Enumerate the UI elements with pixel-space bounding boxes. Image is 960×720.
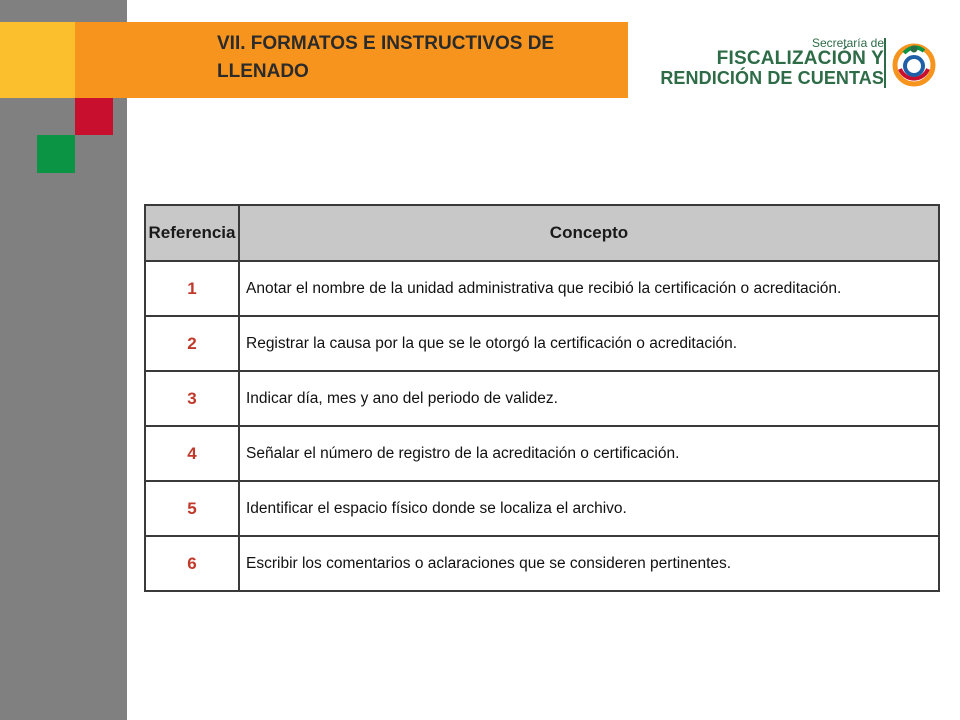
row-reference: 1	[145, 261, 239, 316]
reference-table	[144, 204, 940, 592]
title-banner	[75, 22, 628, 98]
green-square	[37, 135, 75, 173]
row-concept: Anotar el nombre de la unidad administrativa que recibió la certificación o acreditación.	[239, 261, 939, 316]
logo-line-2: RENDICIÓN DE CUENTAS	[660, 68, 884, 88]
row-concept: Registrar la causa por la que se le otorgó la certificación o acreditación.	[239, 316, 939, 371]
page-title: VII. FORMATOS E INSTRUCTIVOS DE LLENADO	[217, 33, 555, 82]
row-reference: 5	[145, 481, 239, 536]
logo-line-1: FISCALIZACIÓN Y	[716, 48, 884, 69]
red-square	[75, 98, 113, 135]
logo-divider	[884, 38, 886, 88]
row-concept: Señalar el número de registro de la acreditación o certificación.	[239, 426, 939, 481]
row-concept: Identificar el espacio físico donde se localiza el archivo.	[239, 481, 939, 536]
srfc-emblem-icon	[890, 39, 938, 87]
table-row	[145, 316, 939, 371]
table-header-row	[145, 205, 939, 261]
header-concepto: Concepto	[239, 205, 939, 261]
srfc-logo	[648, 36, 938, 92]
table-row	[145, 536, 939, 591]
table-row	[145, 481, 939, 536]
row-concept: Indicar día, mes y ano del periodo de validez.	[239, 371, 939, 426]
table-row	[145, 371, 939, 426]
row-reference: 6	[145, 536, 239, 591]
row-concept: Escribir los comentarios o aclaraciones que se consideren pertinentes.	[239, 536, 939, 591]
logo-small-text: Secretaría de	[811, 36, 884, 50]
row-reference: 2	[145, 316, 239, 371]
header-referencia: Referencia	[145, 205, 239, 261]
reference-table-container	[144, 204, 940, 592]
yellow-square	[0, 22, 75, 98]
row-reference: 4	[145, 426, 239, 481]
table-row	[145, 426, 939, 481]
row-reference: 3	[145, 371, 239, 426]
table-row	[145, 261, 939, 316]
